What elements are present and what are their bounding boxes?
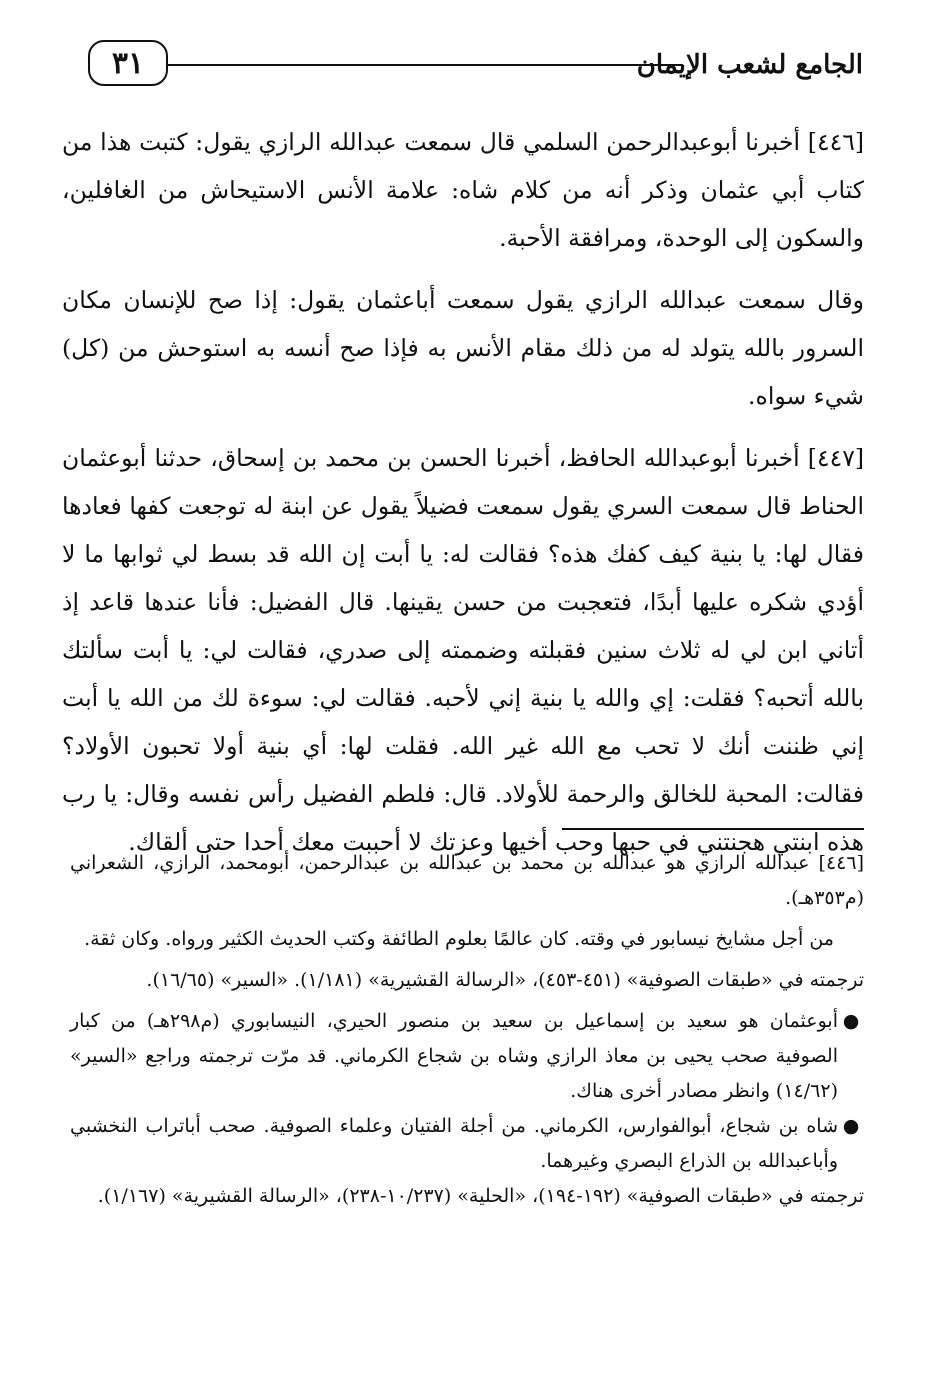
paragraph-447: [٤٤٧] أخبرنا أبوعبدالله الحافظ، أخبرنا الحسن بن محمد بن إسحاق، حدثنا أبوعثمان الحناط قال سمعت السري يقول سمعت فضيلاً يقول عن ابنة له توجعت كفها فعادها فقال لها: يا بنية كيف كفك هذه؟ فقالت له: يا أبت إن الله قد بسط لي ثوابها ما لا أؤدي شكره عليها أبدًا، فتعجبت من حسن يقينها. قال الفضيل: فأنا عندها قاعد إذ أتاني ابن لي له ثلاث سنين فقبلته وضممته إلى صدري، فقالت لي: يا أبت سألتك بالله أتحبه؟ فقلت: إي والله يا بنية إني لأحبه. فقالت لي: سوءة لك من الله يا أبت إني ظننت أنك لا تحب مع الله غير الله. فقلت لها: أي بنية أولا تحبون الأولاد؟ فقالت: المحبة للخالق والرحمة للأولاد. قال: فلطم الفضيل رأس نفسه وقال: يا رب هذه ابنتي هجنتني في حبها وحب أخيها وعزتك لا أحببت معك أحدا حتى ألقاك. (62, 444, 864, 856)
footnote-rule (562, 828, 864, 830)
book-title: الجامع لشعب الإيمان (636, 50, 863, 80)
footnote-shah-references: ترجمته في «طبقات الصوفية» (١٩٢-١٩٤)، «الحلية» (١٠/٢٣٧-٢٣٨)، «الرسالة القشيرية» (١/١٦٧). (97, 1185, 864, 1207)
footnote-bullet-shah (70, 1109, 864, 1179)
page-header (88, 40, 863, 102)
bullet-text: أبوعثمان هو سعيد بن إسماعيل بن سعيد بن منصور الحيري، النيسابوري (م٢٩٨هـ) من كبار الصوفية صحب يحيى بن معاذ الرازي وشاه بن شجاع الكرماني. قد مرّت ترجمته وراجع «السير» (١٤/٦٢) وانظر مصادر أخرى هناك. (70, 1010, 838, 1102)
footnotes (70, 846, 864, 1220)
header-rule (168, 64, 683, 66)
paragraph-446-cont: وقال سمعت عبدالله الرازي يقول سمعت أباعثمان يقول: إذا صح للإنسان مكان السرور بالله يتولد له من ذلك مقام الأنس به فإذا صح أنسه به استوحش من (كل) شيء سواه. (62, 286, 864, 410)
page-number: ٣١ (88, 40, 168, 86)
main-text (62, 118, 864, 880)
footnote-446: [٤٤٦] عبدالله الرازي هو عبدالله بن محمد بن عبدالله بن عبدالرحمن، أبومحمد، الرازي، الشعراني (م٣٥٣هـ). (70, 852, 864, 909)
bullet-text: شاه بن شجاع، أبوالفوارس، الكرماني. من أجلة الفتيان وعلماء الصوفية. صحب أباتراب النخشبي وأباعبدالله بن الذراع البصري وغيرهما. (70, 1115, 838, 1172)
bullet-icon: ● (842, 1115, 860, 1137)
bullet-icon: ● (842, 1010, 860, 1032)
footnote-bullet-abu-uthman (70, 1004, 864, 1109)
paragraph-446: [٤٤٦] أخبرنا أبوعبدالرحمن السلمي قال سمعت عبدالله الرازي يقول: كتبت هذا من كتاب أبي عثمان وذكر أنه من كلام شاه: علامة الأنس الاستيحاش من الغافلين، والسكون إلى الوحدة، ومرافقة الأحبة. (62, 128, 864, 252)
footnote-446-description: من أجل مشايخ نيسابور في وقته. كان عالمًا بعلوم الطائفة وكتب الحديث الكثير ورواه. وكان ثقة. (84, 928, 834, 950)
footnote-446-references: ترجمته في «طبقات الصوفية» (٤٥١-٤٥٣)، «الرسالة القشيرية» (١/١٨١). «السير» (١٦/٦٥). (146, 969, 864, 991)
